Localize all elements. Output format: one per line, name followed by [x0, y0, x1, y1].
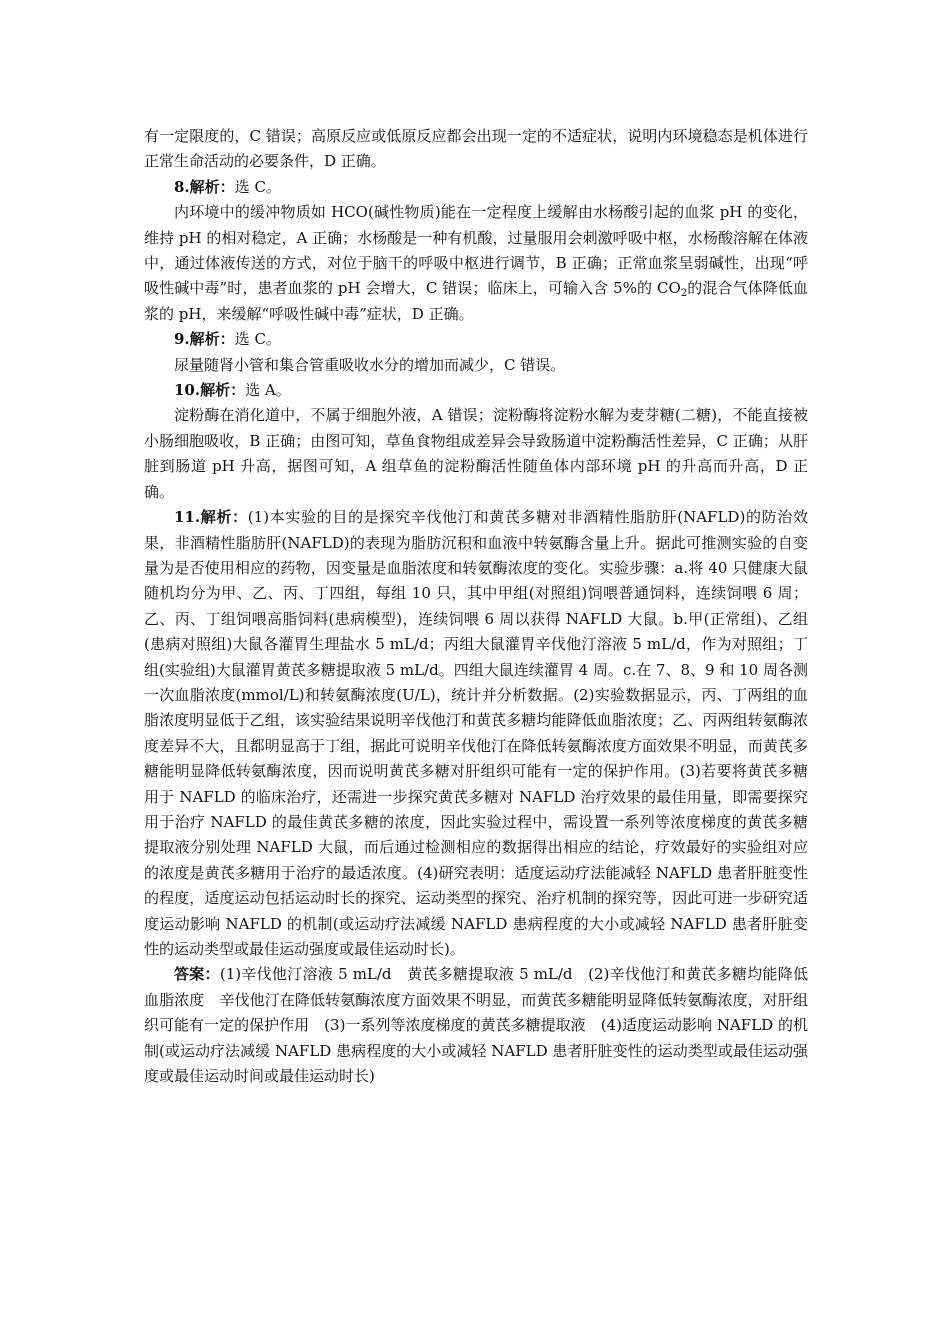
question-9-label: 9.解析： — [174, 330, 235, 349]
answer-text: (1)辛伐他汀溶液 5 mL/d 黄芪多糖提取液 5 mL/d (2)辛伐他汀和黄芪多糖均能降低血脂浓度 辛伐他汀在降低转氨酶浓度方面效果不明显，而黄芪多糖能明显降低转氨酶浓度，对肝组织可能有一定的保护作用 (3)一系列等浓度梯度的黄芪多糖提取液 (4)适度运动影响 NAFLD 的机制(或运动疗法减缓 NAFLD 患病程度的大小或减轻 NAFLD 患者肝脏变性的运动类型或最佳运动强度或最佳运动时间或最佳运动时长) — [144, 965, 808, 1086]
paragraph-text: 尿量随肾小管和集合管重吸收水分的增加而减少，C 错误。 — [174, 355, 566, 374]
question-11-explanation — [144, 505, 808, 962]
paragraph-text: (1)本实验的目的是探究辛伐他汀和黄芪多糖对非酒精性脂肪肝(NAFLD)的防治效果，非酒精性脂肪肝(NAFLD)的表现为脂肪沉积和血液中转氨酶含量上升。据此可推测实验的自变量为是否使用相应的药物，因变量是血脂浓度和转氨酶浓度的变化。实验步骤：a.将 40 只健康大鼠随机均分为甲、乙、丙、丁四组，每组 10 只，其中甲组(对照组)饲喂普通饲料，连续饲喂 6 周；乙、丙、丁组饲喂高脂饲料(患病模型)，连续饲喂 6 周以获得 NAFLD 大鼠。b.甲(正常组)、乙组(患病对照组)大鼠各灌胃生理盐水 5 mL/d；丙组大鼠灌胃辛伐他汀溶液 5 mL/d，作为对照组；丁组(实验组)大鼠灌胃黄芪多糖提取液 5 mL/d。四组大鼠连续灌胃 4 周。c.在 7、8、9 和 10 周各测一次血脂浓度(mmol/L)和转氨酶浓度(U/L)，统计并分析数据。(2)实验数据显示，丙、丁两组的血脂浓度明显低于乙组，该实验结果说明辛伐他汀和黄芪多糖均能降低血脂浓度；乙、丙两组转氨酶浓度差异不大，且都明显高于丁组，据此可说明辛伐他汀在降低转氨酶浓度方面效果不明显，而黄芪多糖能明显降低转氨酶浓度，因而说明黄芪多糖对肝组织可能有一定的保护作用。(3)若要将黄芪多糖用于 NAFLD 的临床治疗，还需进一步探究黄芪多糖对 NAFLD 治疗效果的最佳用量，即需要探究用于治疗 NAFLD 的最佳黄芪多糖的浓度，因此实验过程中，需设置一系列等浓度梯度的黄芪多糖提取液分别处理 NAFLD 大鼠，而后通过检测相应的数据得出相应的结论，疗效最好的实验组对应的浓度是黄芪多糖用于治疗的最适浓度。(4)研究表明：适度运动疗法能减轻 NAFLD 患者肝脏变性的程度，适度运动包括运动时长的探究、运动类型的探究、治疗机制的探究等，因此可进一步研究适度运动影响 NAFLD 的机制(或运动疗法减缓 NAFLD 患病程度的大小或减轻 NAFLD 患者肝脏变性的运动类型或最佳运动强度或最佳运动时长)。 — [144, 508, 808, 958]
answer-label: 答案： — [174, 965, 220, 984]
question-9-explanation — [144, 353, 808, 378]
question-10-explanation — [144, 403, 808, 505]
answer-explanation-text — [144, 124, 808, 1089]
paragraph-text-tail: 的混合气体降低血浆的 pH，来缓解“呼吸性碱中毒”症状，D 正确。 — [144, 279, 808, 323]
question-9-heading — [144, 327, 808, 352]
question-8-explanation — [144, 200, 808, 327]
question-8-heading — [144, 175, 808, 200]
question-8-choice: 选 C。 — [234, 177, 281, 196]
question-11-label: 11.解析： — [174, 508, 248, 527]
answer-paragraph — [144, 962, 808, 1089]
co2-subscript: 2 — [680, 288, 688, 300]
question-10-heading — [144, 378, 808, 403]
paragraph-text: 有一定限度的，C 错误；高原反应或低原反应都会出现一定的不适症状，说明内环境稳态是机体进行正常生命活动的必要条件，D 正确。 — [144, 127, 808, 171]
paragraph-7-continued — [144, 124, 808, 175]
question-9-choice: 选 C。 — [234, 330, 281, 349]
question-10-label: 10.解析： — [174, 381, 246, 400]
paragraph-text: 淀粉酶在消化道中，不属于细胞外液，A 错误；淀粉酶将淀粉水解为麦芽糖(二糖)，不能直接被小肠细胞吸收，B 正确；由图可知，草鱼食物组成差异会导致肠道中淀粉酶活性差异，C 正确；从肝脏到肠道 pH 升高，据图可知，A 组草鱼的淀粉酶活性随鱼体内部环境 pH 的升高而升高，D 正确。 — [144, 406, 808, 501]
question-8-label: 8.解析： — [174, 177, 235, 196]
question-10-choice: 选 A。 — [245, 381, 291, 400]
paragraph-text: 内环境中的缓冲物质如 HCO(碱性物质)能在一定程度上缓解由水杨酸引起的血浆 pH 的变化，维持 pH 的相对稳定，A 正确；水杨酸是一种有机酸，过量服用会刺激呼吸中枢，水杨酸溶解在体液中，通过体液传送的方式，对位于脑干的呼吸中枢进行调节，B 正确；正常血浆呈弱碱性，出现“呼吸性碱中毒”时，患者血浆的 pH 会增大，C 错误；临床上，可输入含 5%的 CO — [144, 203, 808, 298]
